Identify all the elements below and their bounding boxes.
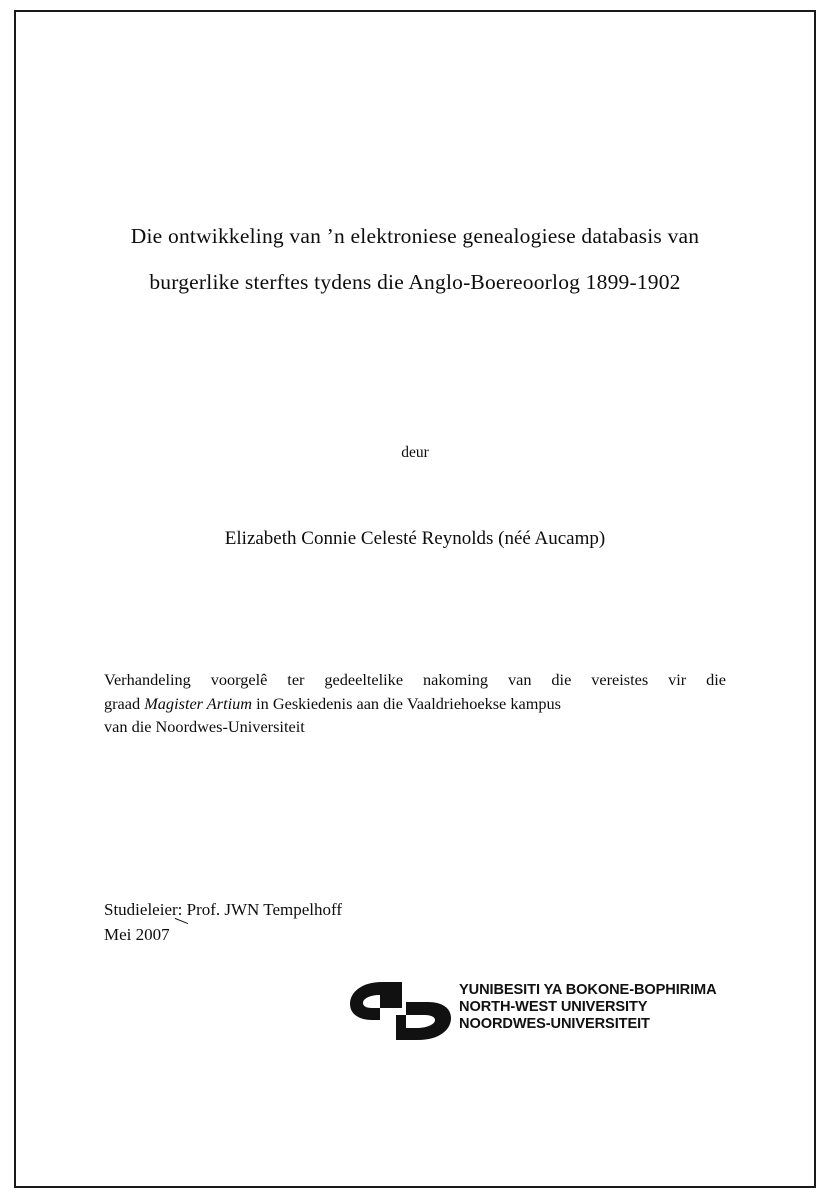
date-line — [104, 922, 604, 947]
degree-statement — [104, 668, 726, 739]
by-label: deur — [401, 444, 429, 461]
logo-line-1: YUNIBESITI YA BOKONE-BOPHIRIMA — [459, 982, 717, 998]
author-name: Elizabeth Connie Celesté Reynolds (néé Aucamp) — [224, 528, 606, 549]
logo-line-2: NORTH-WEST UNIVERSITY — [459, 999, 648, 1016]
title-line-1: Die ontwikkeling van ’n elektroniese genealogiese databasis van — [130, 224, 700, 248]
date-text: Mei 2007 — [104, 925, 170, 944]
logo-line-3: NOORDWES-UNIVERSITEIT — [459, 1016, 650, 1033]
degree-statement-prefix: graad — [104, 693, 145, 713]
degree-statement-line-1: Verhandeling voorgelê ter gedeeltelike nakoming van die vereistes vir die — [104, 670, 726, 689]
degree-statement-suffix: in Geskiedenis aan die Vaaldriehoekse kampus — [252, 693, 561, 713]
supervisor-line: Studieleier: Prof. JWN Tempelhoff — [104, 900, 343, 919]
title-line-2: burgerlike sterftes tydens die Anglo-Boereoorlog 1899-1902 — [149, 270, 681, 294]
university-logo-text — [459, 982, 717, 1034]
page-content — [100, 10, 730, 1188]
page-title — [100, 213, 730, 305]
degree-statement-line-3: van die Noordwes-Universiteit — [104, 717, 305, 736]
degree-statement-line-2 — [104, 692, 726, 716]
supervisor-block — [104, 897, 604, 947]
university-logo — [346, 978, 717, 1046]
degree-name: Magister Artium — [144, 693, 253, 713]
north-west-university-logo-icon — [346, 980, 460, 1042]
